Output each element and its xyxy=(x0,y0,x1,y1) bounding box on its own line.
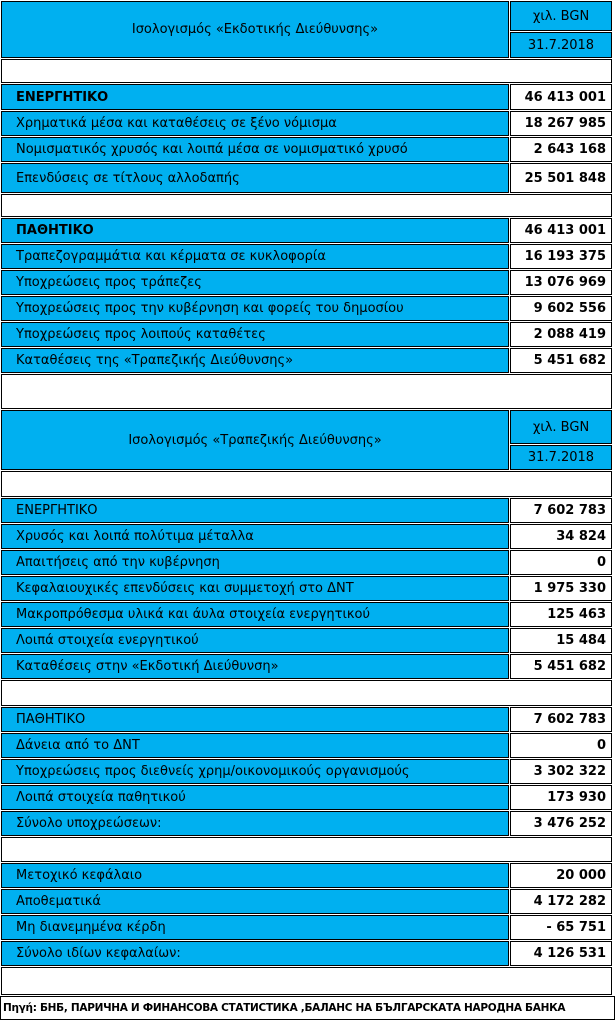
spacer xyxy=(1,374,612,409)
banking-asset-row: Μακροπρόθεσμα υλικά και άυλα στοιχεία ενεργητικού xyxy=(1,602,509,627)
spacer xyxy=(1,837,612,862)
issue-asset-value: 18 267 985 xyxy=(510,111,612,136)
issue-liability-row: Υποχρεώσεις προς λοιπούς καταθέτες xyxy=(1,322,509,347)
issue-liabilities-header: ΠΑΘΗΤΙΚΟ xyxy=(1,218,509,243)
banking-equity-value: - 65 751 xyxy=(510,915,612,940)
issue-liability-row: Καταθέσεις της «Τραπεζικής Διεύθυνσης» xyxy=(1,348,509,373)
banking-liability-row: Σύνολο υποχρεώσεων: xyxy=(1,811,509,836)
banking-liability-row: Υποχρεώσεις προς διεθνείς χρημ/οικονομικούς οργανισμούς xyxy=(1,759,509,784)
issue-date: 31.7.2018 xyxy=(510,32,612,58)
issue-liability-value: 9 602 556 xyxy=(510,296,612,321)
issue-asset-value: 2 643 168 xyxy=(510,137,612,162)
banking-asset-row: Καταθέσεις στην «Εκδοτική Διεύθυνση» xyxy=(1,654,509,679)
spacer xyxy=(1,471,612,497)
issue-assets-total: 46 413 001 xyxy=(510,84,612,110)
spacer xyxy=(1,680,612,706)
banking-liability-value: 0 xyxy=(510,733,612,758)
issue-liability-value: 13 076 969 xyxy=(510,270,612,295)
banking-asset-value: 0 xyxy=(510,550,612,575)
spacer xyxy=(1,59,612,83)
issue-asset-row: Επενδύσεις σε τίτλους αλλοδαπής xyxy=(1,163,509,193)
banking-equity-row: Αποθεματικά xyxy=(1,889,509,914)
banking-equity-row: Σύνολο ιδίων κεφαλαίων: xyxy=(1,941,509,966)
banking-asset-row: Απαιτήσεις από την κυβέρνηση xyxy=(1,550,509,575)
issue-liability-value: 5 451 682 xyxy=(510,348,612,373)
banking-asset-row: Λοιπά στοιχεία ενεργητικού xyxy=(1,628,509,653)
issue-liability-row: Υποχρεώσεις προς την κυβέρνηση και φορείς του δημοσίου xyxy=(1,296,509,321)
banking-liabilities-header: ΠΑΘΗΤΙΚΟ xyxy=(1,707,509,732)
issue-asset-row: Νομισματικός χρυσός και λοιπά μέσα σε νομισματικό χρυσό xyxy=(1,137,509,162)
banking-asset-value: 15 484 xyxy=(510,628,612,653)
issue-liability-row: Τραπεζογραμμάτια και κέρματα σε κυκλοφορία xyxy=(1,244,509,269)
banking-title: Ισολογισμός «Τραπεζικής Διεύθυνσης» xyxy=(1,410,509,470)
banking-liability-value: 3 476 252 xyxy=(510,811,612,836)
banking-asset-value: 5 451 682 xyxy=(510,654,612,679)
banking-asset-row: Κεφαλαιουχικές επενδύσεις και συμμετοχή στο ΔΝΤ xyxy=(1,576,509,601)
issue-liability-value: 2 088 419 xyxy=(510,322,612,347)
banking-asset-value: 125 463 xyxy=(510,602,612,627)
banking-liability-value: 3 302 322 xyxy=(510,759,612,784)
spacer xyxy=(1,967,612,995)
banking-equity-value: 20 000 xyxy=(510,863,612,888)
issue-liability-row: Υποχρεώσεις προς τράπεζες xyxy=(1,270,509,295)
issue-unit: χιλ. BGN xyxy=(510,1,612,31)
banking-liability-row: Δάνεια από το ΔΝΤ xyxy=(1,733,509,758)
banking-date: 31.7.2018 xyxy=(510,445,612,470)
issue-liabilities-total: 46 413 001 xyxy=(510,218,612,243)
spacer xyxy=(1,194,612,217)
banking-assets-total: 7 602 783 xyxy=(510,498,612,523)
banking-assets-header: ΕΝΕΡΓΗΤΙΚΟ xyxy=(1,498,509,523)
issue-asset-value: 25 501 848 xyxy=(510,163,612,193)
banking-liability-row: Λοιπά στοιχεία παθητικού xyxy=(1,785,509,810)
banking-equity-value: 4 172 282 xyxy=(510,889,612,914)
issue-asset-row: Χρηματικά μέσα και καταθέσεις σε ξένο νόμισμα xyxy=(1,111,509,136)
source-note: Πηγή: БНБ, ПАРИЧНА И ФИНАНСОВА СТАТИСТИКА ,БАЛАНС НА БЪЛГАРСКАТА НАРОДНА БАНКА xyxy=(0,996,615,1020)
banking-equity-row: Μη διανεμημένα κέρδη xyxy=(1,915,509,940)
issue-liability-value: 16 193 375 xyxy=(510,244,612,269)
issue-assets-header: ΕΝΕΡΓΗΤΙΚΟ xyxy=(1,84,509,110)
banking-asset-value: 1 975 330 xyxy=(510,576,612,601)
banking-equity-row: Μετοχικό κεφάλαιο xyxy=(1,863,509,888)
banking-liability-value: 173 930 xyxy=(510,785,612,810)
banking-liabilities-total: 7 602 783 xyxy=(510,707,612,732)
banking-unit: χιλ. BGN xyxy=(510,410,612,444)
banking-asset-row: Χρυσός και λοιπά πολύτιμα μέταλλα xyxy=(1,524,509,549)
banking-equity-value: 4 126 531 xyxy=(510,941,612,966)
issue-title: Ισολογισμός «Εκδοτικής Διεύθυνσης» xyxy=(1,1,509,58)
banking-asset-value: 34 824 xyxy=(510,524,612,549)
